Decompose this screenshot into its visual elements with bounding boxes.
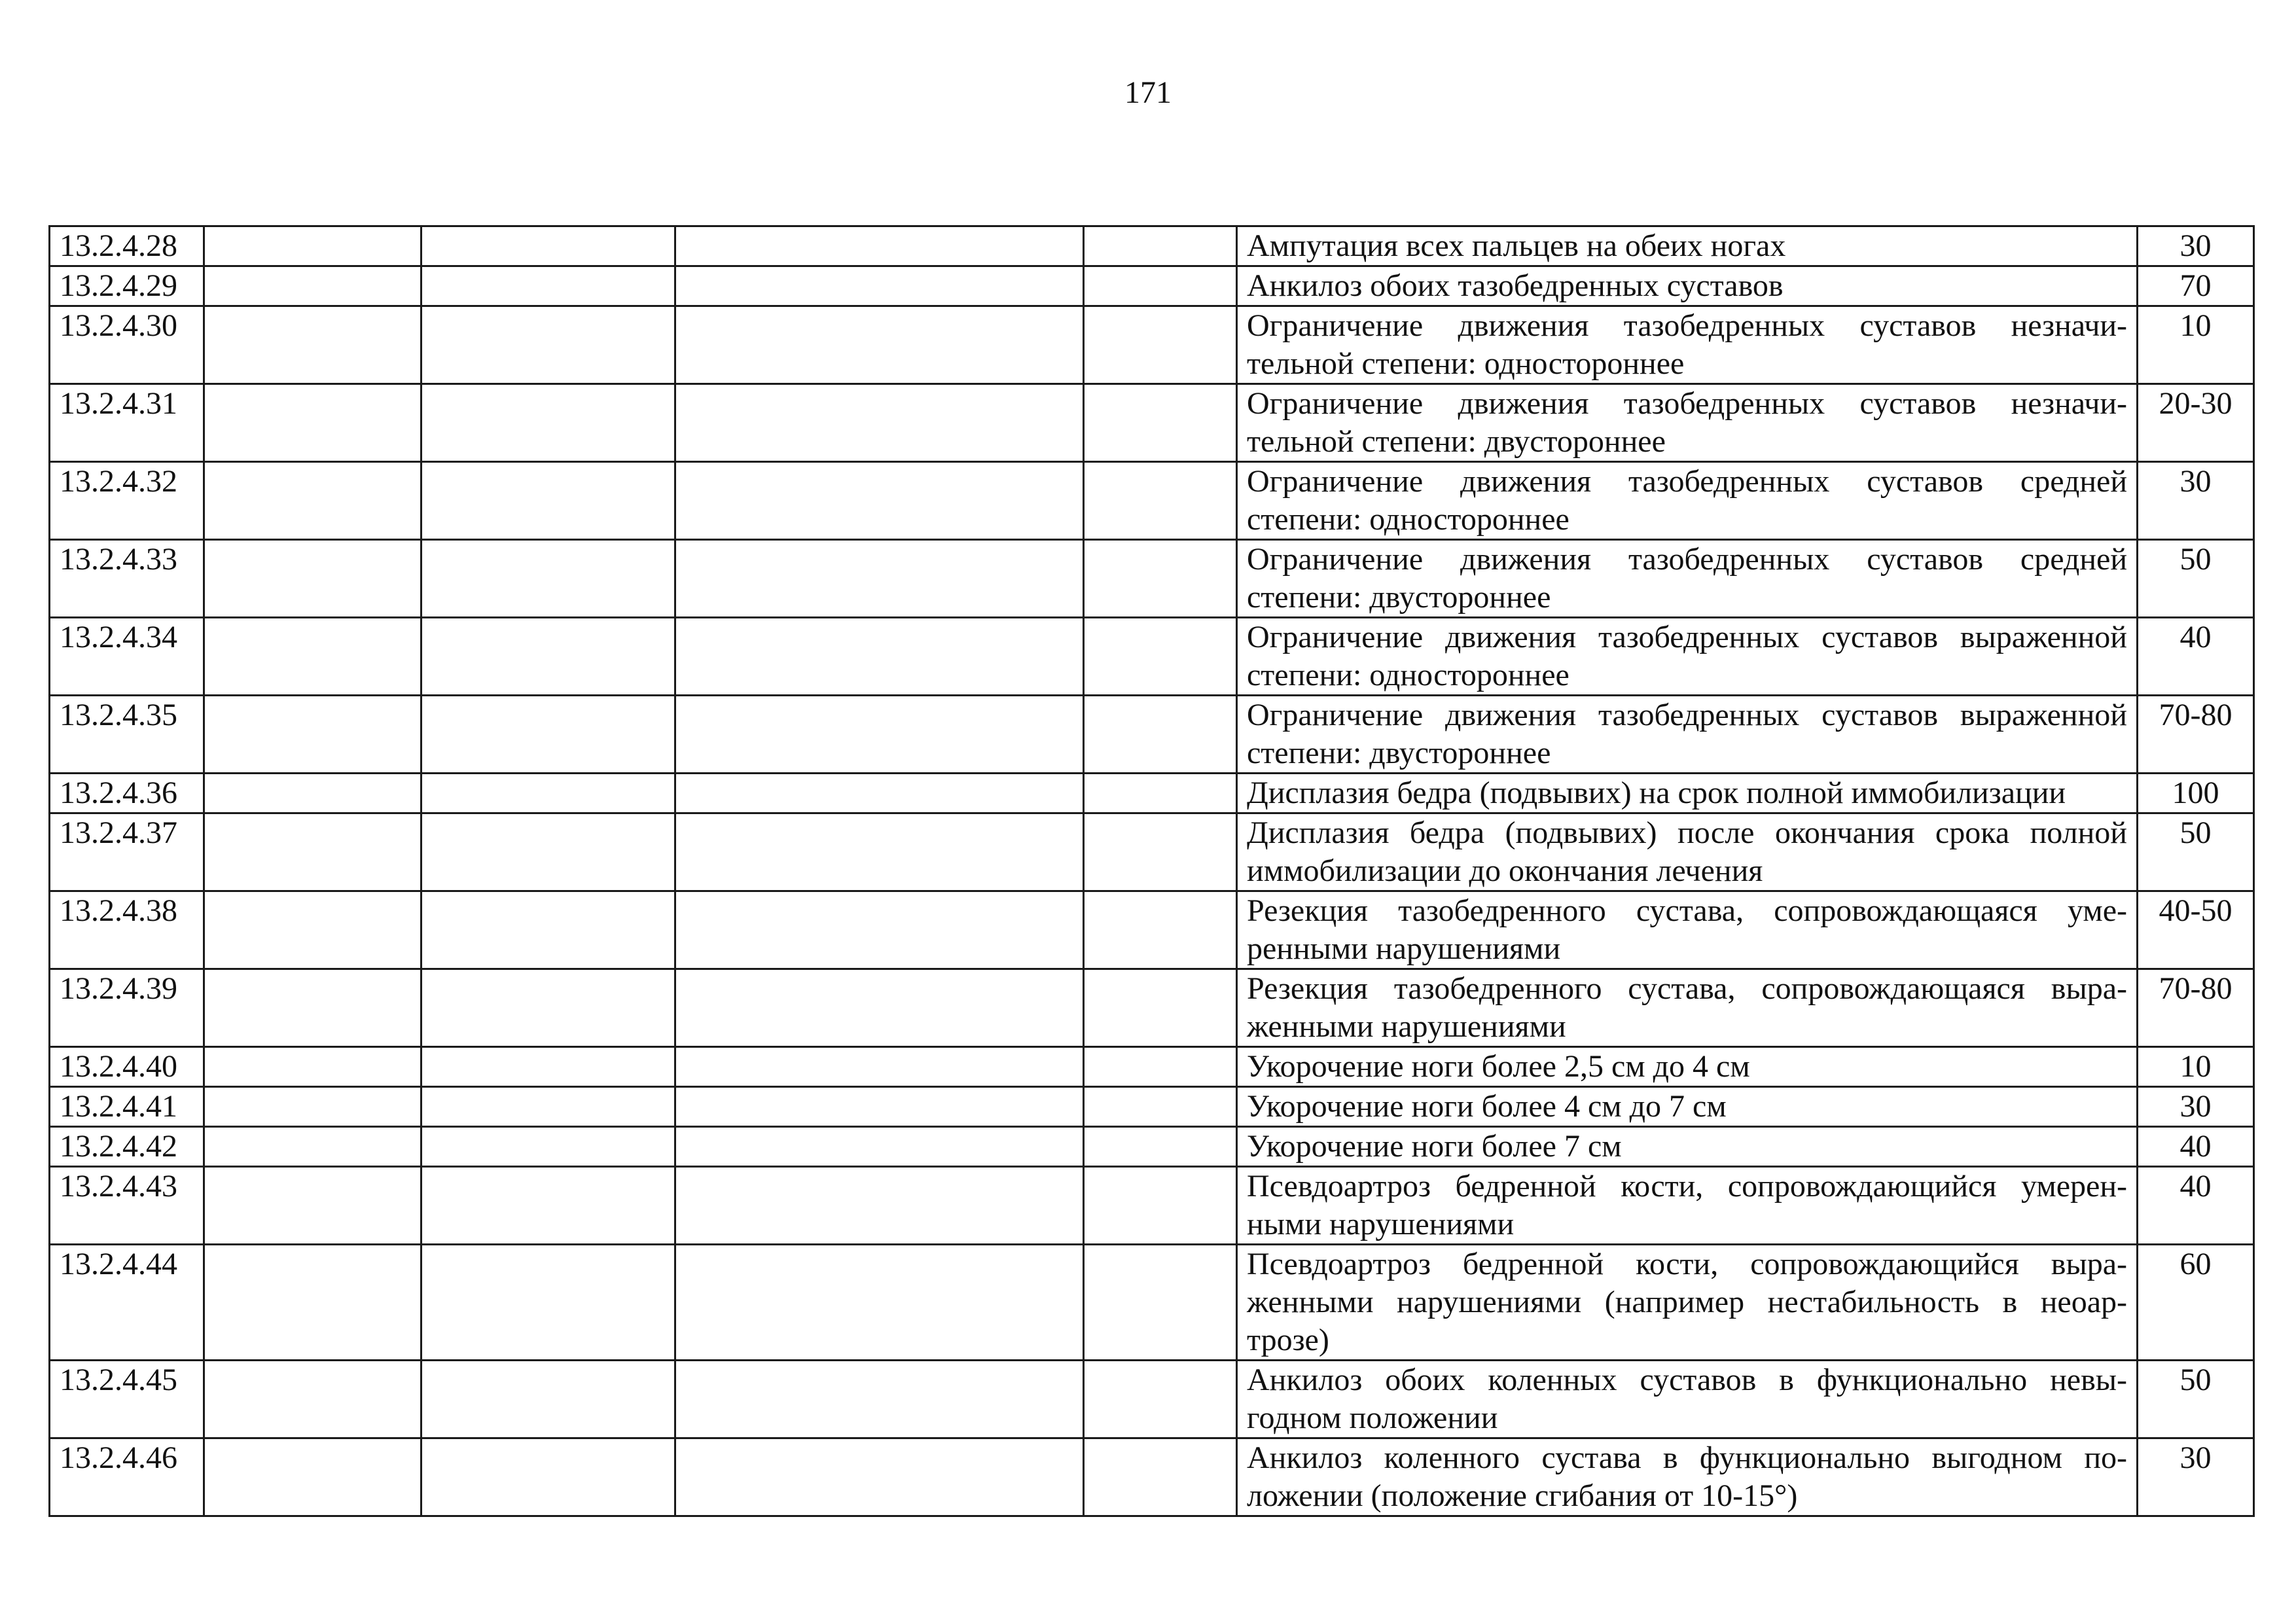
row-description — [1237, 618, 2138, 696]
empty-cell — [1084, 384, 1237, 462]
row-description — [1237, 226, 2138, 266]
empty-cell — [422, 1438, 675, 1516]
row-description — [1237, 462, 2138, 540]
description-line: Ограничение движения тазобедренных суставов выраженной — [1247, 698, 2127, 732]
empty-cell — [1084, 969, 1237, 1047]
description-line: ными нарушениями — [1247, 1207, 1515, 1241]
row-description — [1237, 1087, 2138, 1127]
empty-cell — [422, 1047, 675, 1087]
empty-cell — [204, 1127, 422, 1167]
empty-cell — [675, 969, 1084, 1047]
empty-cell — [1084, 696, 1237, 774]
table-row — [50, 1047, 2254, 1087]
row-code: 13.2.4.43 — [50, 1167, 204, 1245]
empty-cell — [675, 384, 1084, 462]
row-code: 13.2.4.29 — [50, 266, 204, 306]
description-line: женными нарушениями — [1247, 1009, 1566, 1044]
empty-cell — [1084, 1361, 1237, 1438]
empty-cell — [422, 462, 675, 540]
row-code: 13.2.4.44 — [50, 1245, 204, 1361]
row-description — [1237, 1047, 2138, 1087]
row-code: 13.2.4.33 — [50, 540, 204, 618]
description-line: Укорочение ноги более 4 см до 7 см — [1247, 1089, 1727, 1124]
table-row — [50, 384, 2254, 462]
row-description — [1237, 891, 2138, 969]
empty-cell — [422, 306, 675, 384]
empty-cell — [422, 540, 675, 618]
empty-cell — [204, 1167, 422, 1245]
description-line: Псевдоартроз бедренной кости, сопровождающийся выра- — [1247, 1247, 2127, 1281]
description-line: трозе) — [1247, 1323, 1329, 1357]
empty-cell — [675, 891, 1084, 969]
empty-cell — [675, 696, 1084, 774]
description-line: степени: одностороннее — [1247, 502, 1570, 537]
empty-cell — [422, 774, 675, 813]
row-value: 50 — [2138, 540, 2254, 618]
empty-cell — [1084, 540, 1237, 618]
row-value: 30 — [2138, 1087, 2254, 1127]
empty-cell — [204, 266, 422, 306]
empty-cell — [675, 1245, 1084, 1361]
row-code: 13.2.4.45 — [50, 1361, 204, 1438]
row-value: 40 — [2138, 618, 2254, 696]
row-value: 60 — [2138, 1245, 2254, 1361]
empty-cell — [675, 813, 1084, 891]
empty-cell — [675, 266, 1084, 306]
empty-cell — [1084, 1047, 1237, 1087]
empty-cell — [1084, 1167, 1237, 1245]
description-line: иммобилизации до окончания лечения — [1247, 853, 1763, 888]
row-value: 70-80 — [2138, 969, 2254, 1047]
empty-cell — [422, 1087, 675, 1127]
page-number: 171 — [1124, 75, 1172, 110]
table-row — [50, 813, 2254, 891]
row-description — [1237, 266, 2138, 306]
row-value: 30 — [2138, 462, 2254, 540]
empty-cell — [675, 226, 1084, 266]
empty-cell — [1084, 1127, 1237, 1167]
table-row — [50, 1087, 2254, 1127]
row-description — [1237, 1361, 2138, 1438]
empty-cell — [422, 266, 675, 306]
empty-cell — [422, 618, 675, 696]
description-line: женными нарушениями (например нестабильность в неоар- — [1247, 1285, 2127, 1319]
empty-cell — [1084, 226, 1237, 266]
empty-cell — [204, 1087, 422, 1127]
empty-cell — [422, 696, 675, 774]
row-value: 40 — [2138, 1127, 2254, 1167]
empty-cell — [1084, 774, 1237, 813]
table-row — [50, 266, 2254, 306]
row-code: 13.2.4.42 — [50, 1127, 204, 1167]
empty-cell — [422, 384, 675, 462]
empty-cell — [1084, 813, 1237, 891]
row-code: 13.2.4.32 — [50, 462, 204, 540]
row-code: 13.2.4.39 — [50, 969, 204, 1047]
description-line: Ограничение движения тазобедренных суставов незначи- — [1247, 386, 2127, 421]
table-row — [50, 696, 2254, 774]
empty-cell — [204, 1245, 422, 1361]
row-code: 13.2.4.40 — [50, 1047, 204, 1087]
empty-cell — [422, 1245, 675, 1361]
description-line: Дисплазия бедра (подвывих) на срок полной иммобилизации — [1247, 776, 2066, 810]
table-row — [50, 1361, 2254, 1438]
table-row — [50, 891, 2254, 969]
table-row — [50, 774, 2254, 813]
empty-cell — [204, 462, 422, 540]
empty-cell — [204, 306, 422, 384]
description-line: Резекция тазобедренного сустава, сопровождающаяся выра- — [1247, 971, 2127, 1006]
description-line: степени: одностороннее — [1247, 658, 1570, 692]
row-description — [1237, 774, 2138, 813]
description-line: тельной степени: одностороннее — [1247, 346, 1685, 381]
empty-cell — [204, 226, 422, 266]
empty-cell — [204, 813, 422, 891]
table-body — [50, 226, 2254, 1516]
row-code: 13.2.4.38 — [50, 891, 204, 969]
empty-cell — [1084, 462, 1237, 540]
description-line: Дисплазия бедра (подвывих) после окончания срока полной — [1247, 815, 2127, 850]
row-value: 50 — [2138, 1361, 2254, 1438]
row-code: 13.2.4.28 — [50, 226, 204, 266]
description-line: степени: двустороннее — [1247, 736, 1551, 770]
row-value: 30 — [2138, 1438, 2254, 1516]
description-line: Ограничение движения тазобедренных суставов незначи- — [1247, 308, 2127, 343]
row-description — [1237, 384, 2138, 462]
description-line: Ограничение движения тазобедренных суставов средней — [1247, 464, 2127, 499]
table-row — [50, 618, 2254, 696]
empty-cell — [675, 1361, 1084, 1438]
row-description — [1237, 969, 2138, 1047]
table-row — [50, 226, 2254, 266]
row-value: 70-80 — [2138, 696, 2254, 774]
description-line: Псевдоартроз бедренной кости, сопровождающийся умерен- — [1247, 1169, 2127, 1204]
row-description — [1237, 1245, 2138, 1361]
empty-cell — [1084, 891, 1237, 969]
row-description — [1237, 813, 2138, 891]
table-row — [50, 1127, 2254, 1167]
empty-cell — [204, 384, 422, 462]
row-code: 13.2.4.30 — [50, 306, 204, 384]
empty-cell — [204, 774, 422, 813]
disability-table — [48, 225, 2255, 1517]
description-line: Ампутация всех пальцев на обеих ногах — [1247, 228, 1786, 263]
row-description — [1237, 1438, 2138, 1516]
table-row — [50, 1167, 2254, 1245]
empty-cell — [422, 813, 675, 891]
empty-cell — [1084, 266, 1237, 306]
empty-cell — [422, 891, 675, 969]
description-line: годном положении — [1247, 1400, 1498, 1435]
row-value: 10 — [2138, 1047, 2254, 1087]
empty-cell — [204, 969, 422, 1047]
row-value: 70 — [2138, 266, 2254, 306]
empty-cell — [675, 774, 1084, 813]
empty-cell — [422, 1361, 675, 1438]
row-description — [1237, 1127, 2138, 1167]
empty-cell — [422, 1167, 675, 1245]
empty-cell — [675, 618, 1084, 696]
empty-cell — [204, 696, 422, 774]
description-line: ложении (положение сгибания от 10-15°) — [1247, 1478, 1798, 1513]
empty-cell — [422, 226, 675, 266]
row-description — [1237, 1167, 2138, 1245]
row-value: 50 — [2138, 813, 2254, 891]
empty-cell — [1084, 1087, 1237, 1127]
empty-cell — [204, 891, 422, 969]
row-code: 13.2.4.46 — [50, 1438, 204, 1516]
row-code: 13.2.4.34 — [50, 618, 204, 696]
row-description — [1237, 696, 2138, 774]
empty-cell — [1084, 1245, 1237, 1361]
empty-cell — [422, 969, 675, 1047]
description-line: Ограничение движения тазобедренных суставов выраженной — [1247, 620, 2127, 654]
empty-cell — [675, 1087, 1084, 1127]
empty-cell — [675, 1127, 1084, 1167]
row-code: 13.2.4.37 — [50, 813, 204, 891]
empty-cell — [1084, 618, 1237, 696]
row-value: 10 — [2138, 306, 2254, 384]
empty-cell — [204, 1047, 422, 1087]
row-value: 40 — [2138, 1167, 2254, 1245]
description-line: Укорочение ноги более 7 см — [1247, 1129, 1622, 1164]
empty-cell — [204, 540, 422, 618]
description-line: Укорочение ноги более 2,5 см до 4 см — [1247, 1049, 1750, 1084]
row-value: 20-30 — [2138, 384, 2254, 462]
description-line: Анкилоз обоих коленных суставов в функционально невы- — [1247, 1363, 2127, 1397]
empty-cell — [1084, 306, 1237, 384]
empty-cell — [204, 1438, 422, 1516]
row-code: 13.2.4.41 — [50, 1087, 204, 1127]
description-line: Анкилоз коленного сустава в функционально выгодном по- — [1247, 1440, 2127, 1475]
empty-cell — [204, 618, 422, 696]
empty-cell — [675, 462, 1084, 540]
row-description — [1237, 540, 2138, 618]
description-line: степени: двустороннее — [1247, 580, 1551, 615]
row-code: 13.2.4.36 — [50, 774, 204, 813]
description-line: Анкилоз обоих тазобедренных суставов — [1247, 268, 1784, 303]
table-row — [50, 306, 2254, 384]
description-line: Резекция тазобедренного сустава, сопровождающаяся уме- — [1247, 893, 2127, 928]
empty-cell — [422, 1127, 675, 1167]
empty-cell — [675, 540, 1084, 618]
description-line: Ограничение движения тазобедренных суставов средней — [1247, 542, 2127, 577]
table-row — [50, 1438, 2254, 1516]
table-row — [50, 969, 2254, 1047]
row-value: 100 — [2138, 774, 2254, 813]
empty-cell — [675, 306, 1084, 384]
empty-cell — [675, 1438, 1084, 1516]
row-code: 13.2.4.35 — [50, 696, 204, 774]
empty-cell — [675, 1167, 1084, 1245]
row-description — [1237, 306, 2138, 384]
empty-cell — [1084, 1438, 1237, 1516]
empty-cell — [675, 1047, 1084, 1087]
empty-cell — [204, 1361, 422, 1438]
row-code: 13.2.4.31 — [50, 384, 204, 462]
description-line: ренными нарушениями — [1247, 931, 1561, 966]
description-line: тельной степени: двустороннее — [1247, 424, 1666, 459]
table-row — [50, 540, 2254, 618]
row-value: 30 — [2138, 226, 2254, 266]
table-row — [50, 1245, 2254, 1361]
table-row — [50, 462, 2254, 540]
row-value: 40-50 — [2138, 891, 2254, 969]
